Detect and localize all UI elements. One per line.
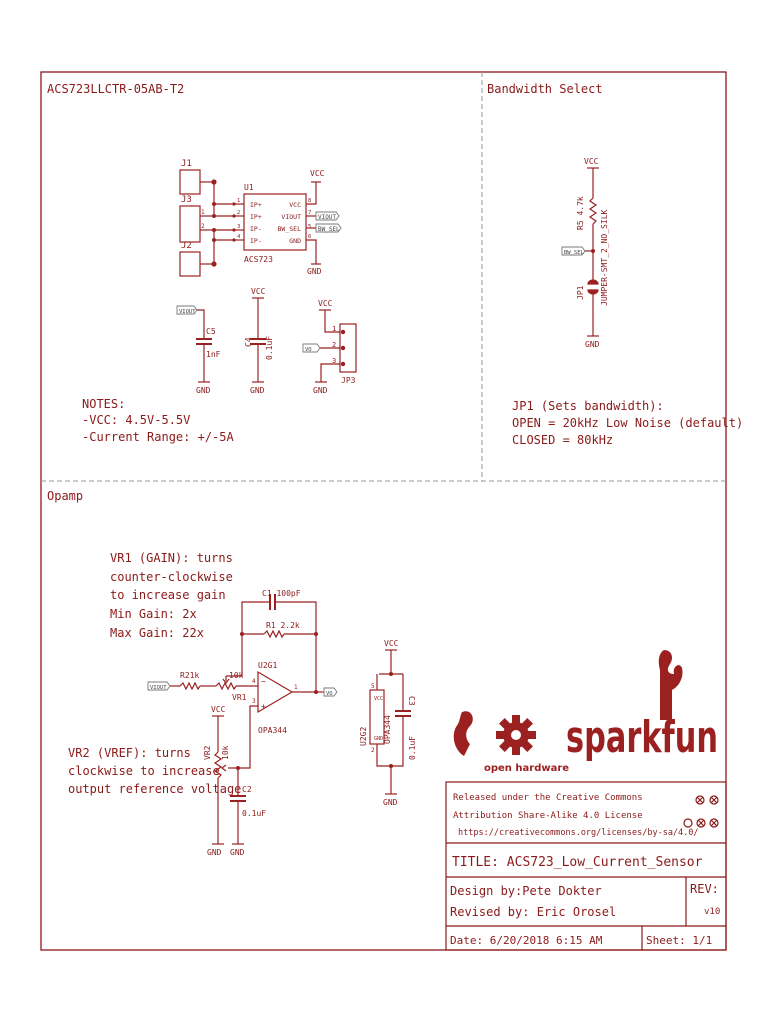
note-line: VR1 (GAIN): turns [110, 551, 233, 565]
opamp-u2g2-ref: U2G2 [359, 726, 368, 746]
capacitor-c2-value: 0.1uF [242, 809, 267, 818]
rev-value: v10 [704, 907, 721, 917]
sensor-junctions [212, 202, 236, 242]
note-line: CLOSED = 80kHz [512, 433, 614, 447]
sparkfun-flame-icon [659, 650, 683, 720]
net-label-text: VIOUT [179, 309, 196, 315]
ic-u1-pin-left: IP+ [250, 213, 262, 221]
pot-vr1-value: 10k [229, 671, 244, 680]
opamp-u2g2-value: OPA344 [383, 715, 392, 744]
note-line: -VCC: 4.5V-5.5V [82, 413, 191, 427]
gnd-label: GND [585, 340, 600, 349]
pin-num: 3 [252, 698, 256, 705]
cc-symbols-icon [684, 796, 718, 827]
connector-j3-label: J3 [181, 195, 192, 205]
note-line: output reference voltage [68, 782, 242, 796]
net-label-bw-sel [316, 224, 341, 233]
opamp-u2g2-pin: VCC [374, 696, 384, 702]
pot-vr2-value: 10k [221, 745, 230, 760]
net-label-text: VIOUT [150, 685, 167, 691]
net-label-viout [316, 212, 339, 221]
pin-num: 7 [308, 210, 312, 216]
pin-num: 1 [201, 209, 205, 216]
note-line: to increase gain [110, 588, 226, 602]
net-label-text: VIOUT [318, 214, 337, 221]
ic-u1-pin-left: IP- [250, 225, 262, 233]
connector-j1 [180, 170, 216, 194]
section-title-opamp: Opamp [47, 489, 84, 503]
connector-j2-label: J2 [181, 241, 192, 251]
gnd-label: GND [230, 848, 245, 857]
note-line: JP1 (Sets bandwidth): [512, 399, 664, 413]
note-line: counter-clockwise [110, 570, 233, 584]
resistor-r2-ref: R21k [180, 671, 200, 680]
pin-num: 2 [371, 747, 375, 754]
ic-u1-value: ACS723 [244, 255, 273, 264]
ic-u1-pin-right: VIOUT [281, 213, 301, 221]
note-line: Min Gain: 2x [110, 607, 197, 621]
pin-num: 5 [371, 683, 375, 690]
opamp-u2g2-pin: GND [374, 736, 384, 742]
note-line: -Current Range: +/-5A [82, 430, 234, 444]
pin-num: 8 [308, 198, 312, 204]
design-by-label: Design by:Pete Dokter [450, 884, 602, 898]
pin-num: 1 [332, 325, 337, 333]
opamp-u2g1-ref: U2G1 [258, 661, 278, 670]
jumper-jp1-ref: JP1 [576, 285, 585, 300]
pin-num: 1 [294, 684, 298, 691]
title-text: TITLE: ACS723_Low_Current_Sensor [452, 855, 703, 870]
capacitor-c4-value: 0.1uF [265, 335, 274, 360]
license-url: https://creativecommons.org/licenses/by-sa/4.0/ [458, 828, 699, 838]
oshw-logo-text: open hardware [484, 763, 570, 774]
net-label-text: BW_SEL [318, 226, 340, 233]
net-label-text: VO [326, 691, 333, 697]
capacitor-c5-value: 1nF [206, 350, 221, 359]
pin-num: 3 [237, 224, 241, 230]
ic-u1-pin-left: IP+ [250, 201, 262, 209]
vcc-label: VCC [584, 157, 599, 166]
junction [389, 764, 393, 768]
net-label-text: VO [305, 347, 312, 353]
gnd-label: GND [196, 386, 211, 395]
ic-u1-pin-left: IP- [250, 237, 262, 245]
capacitor-c5-ref: C5 [206, 327, 216, 336]
capacitor-c4-ref: C4 [244, 337, 253, 347]
bandwidth-notes [512, 399, 743, 447]
jumper-part: JUMPER-SMT_2_NO_SILK [600, 209, 609, 306]
sheet-label: Sheet: 1/1 [646, 934, 713, 947]
gain-notes [110, 551, 233, 640]
connector-j3 [180, 206, 214, 242]
net-label-text: BW_SEL [564, 250, 584, 256]
vcc-label: VCC [310, 169, 325, 178]
u1-right-wires [306, 182, 321, 264]
vcc-label: VCC [211, 705, 226, 714]
sparkfun-logo-text: sparkfun [566, 712, 718, 763]
ic-u1-ref: U1 [244, 183, 254, 192]
pin-num: 2 [332, 341, 337, 349]
capacitor-c3-ref: C3 [407, 696, 416, 706]
revised-by-label: Revised by: Eric Orosel [450, 905, 617, 919]
oshw-logo-icon [454, 711, 536, 756]
junction [389, 672, 393, 676]
connector-j1-label: J1 [181, 159, 192, 169]
pin-num: 2 [201, 223, 205, 230]
pin-num: 1 [237, 198, 241, 204]
op-sign-plus: + [261, 702, 266, 711]
header-jp3 [303, 310, 356, 382]
note-line: NOTES: [82, 397, 126, 411]
resistor-r5-label: R5 4.7k [576, 196, 585, 230]
vcc-label: VCC [384, 639, 399, 648]
gnd-label: GND [313, 386, 328, 395]
capacitor-c5 [177, 306, 212, 382]
pin-num: 5 [308, 224, 312, 230]
note-line: VR2 (VREF): turns [68, 746, 191, 760]
note-line: OPEN = 20kHz Low Noise (default) [512, 416, 744, 430]
junction [591, 249, 595, 253]
gnd-label: GND [383, 798, 398, 807]
section-title-bandwidth: Bandwidth Select [487, 82, 603, 96]
note-line: clockwise to increase [68, 764, 220, 778]
header-jp3-ref: JP3 [341, 376, 356, 385]
pin-num: 4 [252, 678, 256, 685]
section-title-sensor: ACS723LLCTR-05AB-T2 [47, 82, 185, 96]
capacitor-c2-ref: C2 [242, 785, 252, 794]
pin-num: 4 [237, 234, 241, 240]
pot-vr1-ref: VR1 [232, 693, 247, 702]
pot-vr2-ref: VR2 [203, 745, 212, 760]
license-line: Attribution Share-Alike 4.0 License [453, 811, 643, 821]
opamp-u2g1-value: OPA344 [258, 726, 287, 735]
resistor-r1-ref: R1 2.2k [266, 621, 300, 630]
ic-u1-pin-right: BW_SEL [277, 225, 301, 233]
sensor-wires [214, 182, 244, 264]
ic-u1-pin-right: GND [289, 237, 301, 245]
sensor-notes [82, 397, 234, 444]
pin-num: 2 [237, 210, 241, 216]
gnd-label: GND [307, 267, 322, 276]
rev-label: REV: [690, 882, 719, 896]
capacitor-c3-value: 0.1uF [408, 735, 417, 760]
op-sign-minus: − [261, 677, 266, 686]
note-line: Max Gain: 22x [110, 626, 204, 640]
vcc-label: VCC [318, 299, 333, 308]
pin-num: 3 [332, 357, 337, 365]
license-line: Released under the Creative Commons [453, 793, 643, 803]
pin-num: 6 [308, 234, 312, 240]
date-label: Date: 6/20/2018 6:15 AM [450, 934, 603, 947]
gnd-label: GND [250, 386, 265, 395]
connector-j2 [180, 252, 216, 276]
ic-u1-pin-right: VCC [289, 201, 301, 209]
capacitor-c1-ref: C1 100pF [262, 589, 301, 598]
vcc-label: VCC [251, 287, 266, 296]
gnd-label: GND [207, 848, 222, 857]
